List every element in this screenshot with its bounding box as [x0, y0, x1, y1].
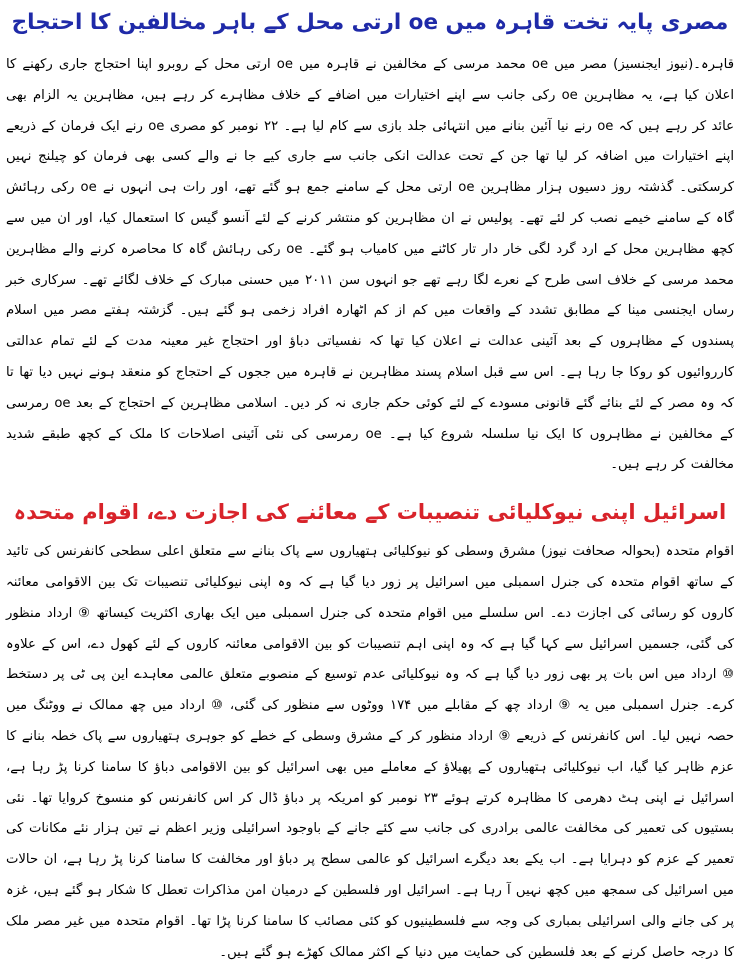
article-1-body: قاہرہ۔(نیوز ایجنسیز) مصر میں oe محمد مرسی کے مخالفین نے قاہرہ میں oe ارتی محل کے روبرو اپنا احتجاج جاری رکھنے کا اعلان کیا ہے، یہ مظاہرین oe رکی جانب سے اپنے اختیارات میں اضافے کے خلاف مظاہرے کر رہے ہیں، مظاہرین یہ الزام بھی عائد کر رہے ہیں کہ oe رنے نیا آئین بنانے میں انتہائی جلد بازی سے کام لیا ہے۔ ۲۲ نومبر کو مصری oe رنے ایک فرمان کے ذریعے اپنے اختیارات میں اضافہ کر لیا تھا جن کے تحت عدالت انکی جانب سے جاری کیے جا نے والے کسی بھی فرمان کو چیلنج نہیں کرسکتی۔ گذشتہ روز دسیوں ہزار مظاہرین oe ارتی محل کے سامنے جمع ہو گئے تھے، اور رات ہی انہوں نے oe رکی رہائش گاہ کے سامنے خیمے نصب کر لئے تھے۔ پولیس نے ان مظاہرین کو منتشر کرنے کے لئے آنسو گیس کا استعمال کیا، اور ان میں سے کچھ مظاہرین محل کے ارد گرد لگی خار دار تار کاٹنے میں کامیاب ہو گئے۔ oe رکی رہائش گاہ کا محاصرہ کرنے والے مظاہرین محمد مرسی کے خلاف اسی طرح کے نعرے لگا رہے تھے جو انہوں سن ۲۰۱۱ میں حسنی مبارک کے خلاف لگائے تھے۔ سرکاری خبر رساں ایجنسی مینا کے مطابق تشدد کے واقعات میں کم از کم اٹھارہ افراد زخمی ہو گئے ہیں۔ گزشتہ ہفتے مصر میں اسلام پسندوں کے مظاہروں کے بعد آئینی عدالت نے اعلان کیا تھا کہ نفسیاتی دباؤ اور احتجاج غیر معینہ مدت کے لئے تمام عدالتی کارروائیوں کو روکا جا رہا ہے۔ اس سے قبل اسلام پسند مظاہرین نے قاہرہ میں ججوں کے احتجاج کو منعقد ہونے نہیں دیا تھا تا کہ وہ مصر کے لئے بنائے گئے قانونی مسودے کے لئے کوئی حکم جاری نہ کر دیں۔ اسلامی مظاہرین کے احتجاج کے بعد oe رمرسی کے مخالفین نے مظاہروں کا ایک نیا سلسلہ شروع کیا ہے۔ oe رمرسی کی نئی آئینی اصلاحات کا ملک کے کچھ طبقے شدید مخالفت کر رہے ہیں۔ [6, 57, 735, 473]
article-2-body: اقوام متحدہ (بحوالہ صحافت نیوز) مشرق وسطی کو نیوکلیائی ہتھیاروں سے پاک بنانے سے متعلق اعلی سطحی کانفرنس کی تائید کے ساتھ اقوام متحدہ کی جنرل اسمبلی میں اسرائیل پر زور دیا گیا ہے کہ وہ اپنی نیوکلیائی تنصیبات تک بین الاقوامی معائنہ کاروں کو رسائی کی اجازت دے۔ اس سلسلے میں اقوام متحدہ کی جنرل اسمبلی میں ایک بھاری اکثریت کیساتھ ⑨ ارداد منظور کی گئی، جسمیں اسرائیل سے کہا گیا ہے کہ وہ اپنی اہم تنصیبات کو بین الاقوامی معائنہ کاروں کے لئے کھول دے، اس کے علاوہ ⑩ ارداد میں اس بات پر بھی زور دیا گیا ہے کہ وہ نیوکلیائی عدم توسیع کے منصوبے متعلق عالمی معاہدے این پی ٹی پر دستخط کرے۔ جنرل اسمبلی میں یہ ⑨ ارداد چھ کے مقابلے میں ۱۷۴ ووٹوں سے منظور کی گئی، ⑩ ارداد میں چھ ممالک نے ووٹنگ میں حصہ نہیں لیا۔ اس کانفرنس کے ذریعے ⑨ ارداد منظور کر کے مشرق وسطی کے خطے کو جوہری ہتھیاروں سے پاک خطہ بنانے کا عزم ظاہر کیا گیا، اب نیوکلیائی ہتھیاروں کے پھیلاؤ کے معاملے میں بھی اسرائیل کو بین الاقوامی دباؤ کا سامنا کرنا پڑ رہا ہے، اسرائیل نے اپنی ہٹ دھرمی کا مظاہرہ کرتے ہوئے ۲۳ نومبر کو امریکہ پر دباؤ ڈال کر اس کانفرنس کو منسوخ کروایا تھا۔ نئی بستیوں کی تعمیر کی مخالفت عالمی برادری کی جانب سے کئے جانے کے باوجود اسرائیلی وزیر اعظم نے تین ہزار نئے مکانات کی تعمیر کے عزم کو دہرایا ہے۔ اب یکے بعد دیگرے اسرائیل کو عالمی سطح پر دباؤ اور مخالفت کا سامنا کرنا پڑ رہا ہے، ان حالات میں اسرائیل کی سمجھ میں کچھ نہیں آ رہا ہے۔ اسرائیل اور فلسطین کے درمیان امن مذاکرات تعطل کا شکار ہو گئے ہیں، غزہ پر کی جانے والی اسرائیلی بمباری کی وجہ سے فلسطینیوں کو کئی مصائب کا سامنا کرنا پڑا تھا۔ اقوام متحدہ میں غیر مصر ملک کا درجہ حاصل کرنے کے بعد فلسطین کی حمایت میں دنیا کے اکثر ممالک کھڑے ہو گئے ہیں۔ [6, 544, 734, 960]
article-1-headline: مصری پایہ تخت قاہرہ میں oe ارتی محل کے باہر مخالفین کا احتجاج [11, 10, 729, 35]
article-2-headline: اسرائیل اپنی نیوکلیائی تنصیبات کے معائنے کی اجازت دے، اقوام متحدہ [13, 500, 727, 525]
